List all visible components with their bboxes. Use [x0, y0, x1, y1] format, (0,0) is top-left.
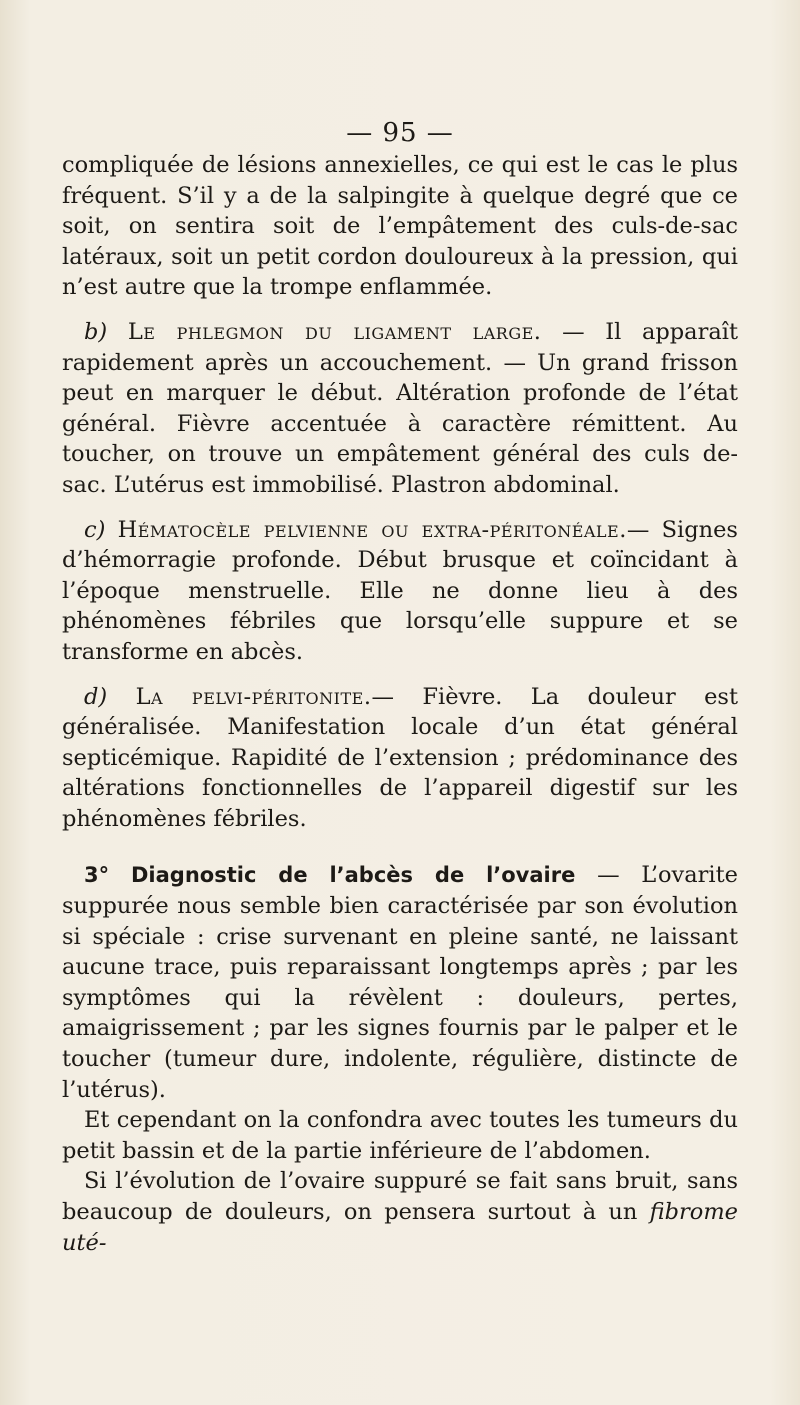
section-b-title: Le phlegmon du ligament large. [127, 318, 542, 345]
section-d [62, 682, 738, 835]
section-c-title: Hématocèle pelvienne ou extra-péritonéale. [117, 516, 627, 543]
paragraph-confusion: Et cependant on la confondra avec toutes les tumeurs du petit bassin et de la partie inférieure de l’abdomen. [62, 1107, 738, 1164]
intro-paragraph: compliquée de lésions annexielles, ce qui est le cas le plus fréquent. S’il y a de la salpingite à quelque degré que ce soit, on sentira soit de l’empâtement des culs-de-sac latéraux, soit un petit cordon douloureux à la pression, qui n’est autre que la trompe enflammée. [62, 152, 738, 301]
paragraph-evolution-italic: fibrome uté- [62, 1199, 738, 1256]
section-b-marker: b) [84, 318, 108, 345]
section-c [62, 515, 738, 668]
diagnostic-body: — L’ovarite suppurée nous semble bien caractérisée par son évolution si spéciale : crise survenant en pleine santé, ne laissant aucune trace, puis reparaissant longtemps après ; par les symptômes qui la révèlent : douleurs, pertes, amaigrissement ; par les signes fournis par le palper et le toucher (tumeur dure, indolente, régulière, distincte de l’utérus). [62, 862, 738, 1103]
section-d-marker: d) [84, 683, 108, 710]
section-c-body: — Signes d’hémorragie profonde. Début brusque et coïncidant à l’époque menstruelle. Elle ne donne lieu à des phénomènes fébriles que lorsqu’elle suppure et se transforme en abcès. [62, 516, 738, 665]
section-b-body: — Il apparaît rapidement après un accouchement. — Un grand frisson peut en marquer le début. Altération profonde de l’état général. Fièvre accentuée à caractère rémittent. Au toucher, on trouve un empâtement général des culs de-sac. L’utérus est immobilisé. Plastron abdominal. [62, 318, 738, 498]
diagnostic-paragraph [62, 860, 738, 1105]
section-c-marker: c) [84, 516, 106, 543]
paragraph-evolution [62, 1166, 738, 1258]
section-b [62, 317, 738, 501]
paragraph-evolution-text: Si l’évolution de l’ovaire suppuré se fait sans bruit, sans beaucoup de douleurs, on pensera surtout à un [62, 1168, 738, 1225]
page-number: — 95 — [346, 118, 454, 148]
diagnostic-heading: 3° Diagnostic de l’abcès de l’ovaire [84, 863, 576, 888]
page-text [62, 150, 738, 1258]
section-d-body: — Fièvre. La douleur est généralisée. Manifestation locale d’un état général septicémique. Rapidité de l’extension ; prédominance des altérations fonctionnelles de l’appareil digestif sur les phénomènes fébriles. [62, 683, 739, 832]
section-d-title: La pelvi-péritonite. [135, 683, 372, 710]
